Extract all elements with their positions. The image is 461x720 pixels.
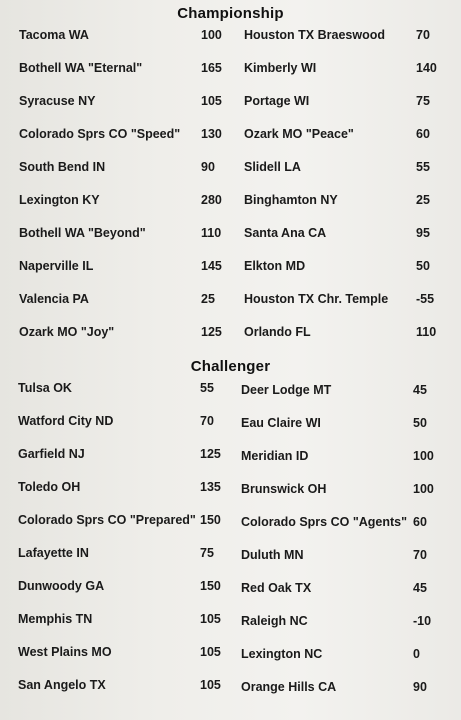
team-name: Colorado Sprs CO "Speed" (19, 127, 181, 141)
team-name: Portage WI (244, 94, 310, 108)
team-score: 70 (200, 414, 214, 428)
team-score: 90 (413, 680, 427, 694)
team-name: Eau Claire WI (241, 416, 321, 430)
team-name: Tulsa OK (18, 381, 72, 395)
team-name: Dunwoody GA (18, 579, 105, 593)
team-score: 100 (413, 482, 434, 496)
team-score: 55 (416, 160, 430, 174)
team-name: Orange Hills CA (241, 680, 337, 694)
team-name: Syracuse NY (19, 94, 96, 108)
team-name: Raleigh NC (241, 614, 308, 628)
team-score: 25 (416, 193, 430, 207)
team-score: 25 (201, 292, 215, 306)
team-score: 75 (200, 546, 214, 560)
team-score: 105 (200, 645, 221, 659)
team-name: Elkton MD (244, 259, 306, 273)
team-name: Slidell LA (244, 160, 301, 174)
team-name: Bothell WA "Eternal" (19, 61, 143, 75)
team-name: West Plains MO (18, 645, 112, 659)
team-score: 50 (416, 259, 430, 273)
championship-heading: Championship (177, 5, 284, 22)
team-score: 0 (413, 647, 420, 661)
team-score: -55 (416, 292, 435, 306)
team-score: 125 (200, 447, 221, 461)
team-score: 55 (200, 381, 214, 395)
team-score: 135 (200, 480, 221, 494)
team-score: 150 (200, 513, 221, 527)
team-name: Tacoma WA (19, 28, 89, 42)
team-score: 60 (413, 515, 427, 529)
team-score: 105 (201, 94, 222, 108)
team-score: 100 (201, 28, 222, 42)
team-name: Watford City ND (18, 414, 114, 428)
team-score: 90 (201, 160, 215, 174)
team-name: Binghamton NY (244, 193, 338, 207)
team-score: -10 (413, 614, 432, 628)
team-name: Red Oak TX (241, 581, 312, 595)
team-score: 60 (416, 127, 430, 141)
team-score: 280 (201, 193, 222, 207)
team-name: Colorado Sprs CO "Agents" (241, 515, 408, 529)
team-name: Lexington KY (19, 193, 100, 207)
challenger-heading: Challenger (190, 358, 271, 375)
team-name: Garfield NJ (18, 447, 85, 461)
team-name: Duluth MN (241, 548, 304, 562)
team-score: 130 (201, 127, 222, 141)
team-name: Memphis TN (18, 612, 93, 626)
team-name: Brunswick OH (241, 482, 327, 496)
team-name: Houston TX Braeswood (244, 28, 385, 42)
team-name: Houston TX Chr. Temple (244, 292, 389, 306)
team-score: 45 (413, 581, 427, 595)
team-score: 45 (413, 383, 427, 397)
team-score: 105 (200, 612, 221, 626)
team-score: 125 (201, 325, 222, 339)
team-score: 105 (200, 678, 221, 692)
team-name: Lafayette IN (18, 546, 89, 560)
team-name: Naperville IL (19, 259, 94, 273)
team-score: 110 (201, 226, 222, 240)
team-score: 165 (201, 61, 222, 75)
team-score: 110 (416, 325, 437, 339)
team-name: Lexington NC (241, 647, 323, 661)
team-name: Colorado Sprs CO "Prepared" (18, 513, 196, 527)
team-name: Bothell WA "Beyond" (19, 226, 146, 240)
team-score: 75 (416, 94, 430, 108)
team-name: Kimberly WI (244, 61, 317, 75)
team-name: Toledo OH (18, 480, 81, 494)
team-score: 50 (413, 416, 427, 430)
team-name: South Bend IN (19, 160, 106, 174)
team-name: Valencia PA (19, 292, 89, 306)
team-name: San Angelo TX (18, 678, 106, 692)
team-name: Santa Ana CA (244, 226, 327, 240)
team-score: 100 (413, 449, 434, 463)
team-score: 145 (201, 259, 222, 273)
team-score: 95 (416, 226, 430, 240)
team-name: Ozark MO "Joy" (19, 325, 115, 339)
team-score: 140 (416, 61, 437, 75)
team-name: Ozark MO "Peace" (244, 127, 354, 141)
team-name: Meridian ID (241, 449, 309, 463)
team-score: 70 (416, 28, 430, 42)
team-name: Orlando FL (244, 325, 311, 339)
team-score: 70 (413, 548, 427, 562)
team-score: 150 (200, 579, 221, 593)
team-name: Deer Lodge MT (241, 383, 332, 397)
